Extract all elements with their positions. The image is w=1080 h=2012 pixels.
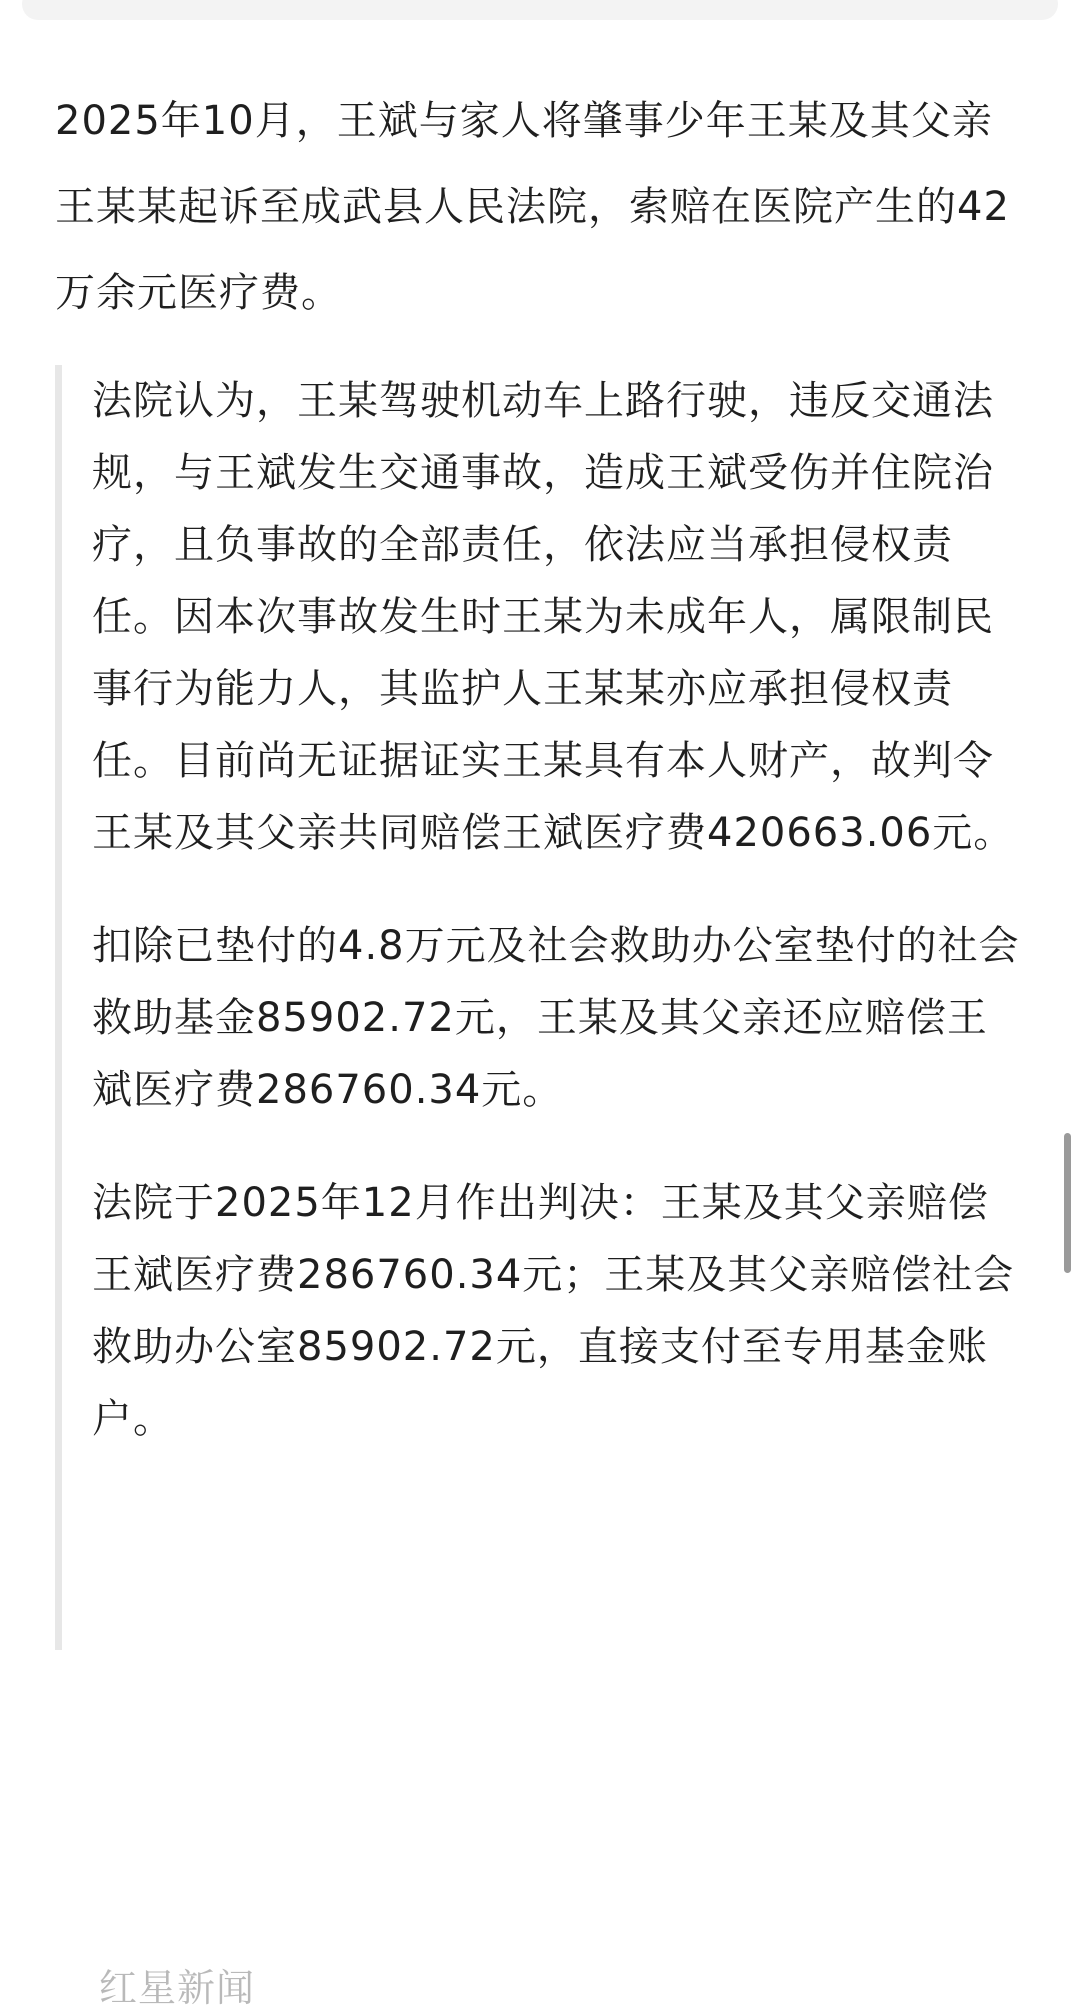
top-bar bbox=[22, 0, 1058, 20]
source-label: 红星新闻 bbox=[99, 1966, 256, 2010]
scrollbar[interactable] bbox=[1064, 1133, 1071, 1273]
quote-paragraph: 扣除已垫付的4.8万元及社会救助办公室垫付的社会救助基金85902.72元，王某及其父亲还应赔偿王斌医疗费286760.34元。 bbox=[92, 923, 1020, 1113]
quote-paragraph: 法院于2025年12月作出判决：王某及其父亲赔偿王斌医疗费286760.34元；王某及其父亲赔偿社会救助办公室85902.72元，直接支付至专用基金账户。 bbox=[92, 1180, 1015, 1442]
intro-paragraph: 2025年10月，王斌与家人将肇事少年王某及其父亲王某某起诉至成武县人民法院，索赔在医院产生的42万余元医疗费。 bbox=[55, 98, 1010, 316]
quote-paragraph: 法院认为，王某驾驶机动车上路行驶，违反交通法规，与王斌发生交通事故，造成王斌受伤并住院治疗，且负事故的全部责任，依法应当承担侵权责任。因本次事故发生时王某为未成年人，属限制民事行为能力人，其监护人王某某亦应承担侵权责任。目前尚无证据证实王某具有本人财产，故判令王某及其父亲共同赔偿王斌医疗费420663.06元。 bbox=[92, 378, 1015, 856]
quote-block bbox=[55, 365, 1025, 2010]
